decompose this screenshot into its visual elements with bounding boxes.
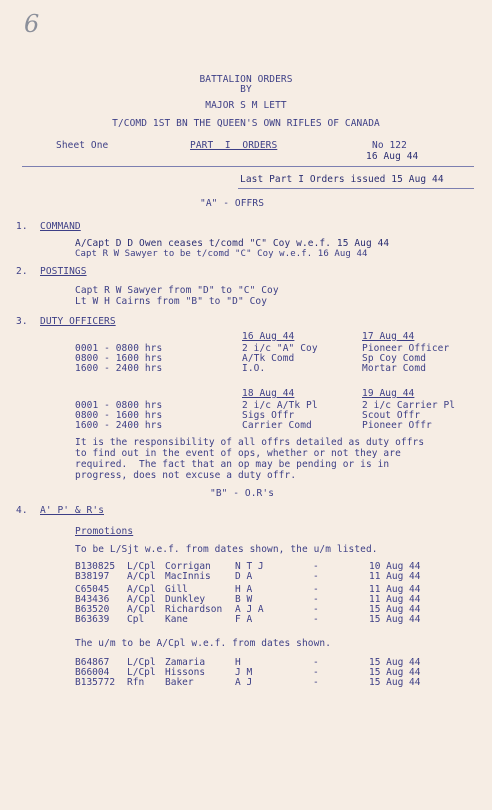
- table-row: [75, 678, 439, 688]
- promotion-no: B66004: [75, 667, 110, 678]
- duty-19-2: Scout Offr: [362, 410, 421, 421]
- promotion-name: MacInnis: [165, 571, 211, 582]
- promotion-no: B64867: [75, 657, 110, 668]
- duty-19-1: 2 i/c Carrier Pl: [362, 400, 456, 411]
- promotion-date: 15 Aug 44: [369, 614, 421, 625]
- duty-date-18: 18 Aug 44: [242, 388, 295, 399]
- section-4-number: 4.: [16, 505, 28, 516]
- part-label: PART I ORDERS: [190, 140, 278, 151]
- duty-date-19: 19 Aug 44: [362, 388, 415, 399]
- promotion-date: 15 Aug 44: [369, 657, 421, 668]
- promotions-table-3: [75, 658, 439, 688]
- section-b-ors: "B" - O.R's: [210, 488, 275, 499]
- promotion-dash: -: [313, 657, 319, 668]
- duty-17-2: Sp Coy Comd: [362, 353, 427, 364]
- duty-para-line-3: required. The fact that an op may be pending or is in: [75, 459, 390, 470]
- table-row: [75, 615, 439, 625]
- duty-17-3: Mortar Comd: [362, 363, 427, 374]
- promotion-name: Dunkley: [165, 594, 206, 605]
- promotion-name: Gill: [165, 584, 188, 595]
- header-by: BY: [240, 84, 252, 95]
- section-1-title: COMMAND: [40, 221, 81, 232]
- header-unit: T/COMD 1ST BN THE QUEEN'S OWN RIFLES OF CANADA: [112, 118, 380, 129]
- promotions-heading: Promotions: [75, 526, 134, 537]
- promotion-rank: L/Cpl: [127, 667, 156, 678]
- promotion-init: A J: [235, 677, 253, 688]
- promotion-dash: -: [313, 677, 319, 688]
- pencil-mark: 6: [24, 10, 40, 38]
- divider-top: [22, 166, 474, 167]
- section-2-title: POSTINGS: [40, 266, 87, 277]
- promotion-no: B43436: [75, 594, 110, 605]
- duty-18-3: Carrier Comd: [242, 420, 312, 431]
- promotion-name: Baker: [165, 677, 194, 688]
- section-a-offrs: "A" - OFFRS: [200, 198, 265, 209]
- promotion-name: Corrigan: [165, 561, 211, 572]
- promotion-init: D A: [235, 571, 253, 582]
- promotion-name: Zamaria: [165, 657, 206, 668]
- promotion-date: 15 Aug 44: [369, 667, 421, 678]
- promotion-no: B130825: [75, 561, 116, 572]
- duty-18-1: 2 i/c A/Tk Pl: [242, 400, 318, 411]
- promotion-init: H A: [235, 584, 253, 595]
- promotion-init: J M: [235, 667, 253, 678]
- promotion-no: B63639: [75, 614, 110, 625]
- duty-para-line-2: to find out in the event of ops, whether or not they are: [75, 448, 401, 459]
- promotions-table-2: [75, 585, 439, 625]
- order-number: No 122: [372, 140, 407, 151]
- duty-time-4: 0001 - 0800 hrs: [75, 400, 163, 411]
- promotion-rank: A/Cpl: [127, 584, 156, 595]
- duty-date-16: 16 Aug 44: [242, 331, 295, 342]
- section-3-title: DUTY OFFICERS: [40, 316, 116, 327]
- promotion-init: F A: [235, 614, 253, 625]
- promotion-date: 11 Aug 44: [369, 584, 421, 595]
- posting-line-1: Capt R W Sawyer from "D" to "C" Coy: [75, 285, 279, 296]
- promotion-rank: L/Cpl: [127, 561, 156, 572]
- section-4-title: A' P' & R's: [40, 505, 105, 516]
- promotion-init: B W: [235, 594, 253, 605]
- promotion-rank: A/Cpl: [127, 594, 156, 605]
- promotions-intro-1: To be L/Sjt w.e.f. from dates shown, the u/m listed.: [75, 544, 378, 555]
- promotion-dash: -: [313, 604, 319, 615]
- promotion-dash: -: [313, 561, 319, 572]
- promotion-init: A J A: [235, 604, 264, 615]
- promotion-name: Kane: [165, 614, 188, 625]
- sheet-label: Sheet One: [56, 140, 109, 151]
- duty-time-6: 1600 - 2400 hrs: [75, 420, 163, 431]
- promotion-no: C65045: [75, 584, 110, 595]
- promotion-date: 15 Aug 44: [369, 604, 421, 615]
- promotion-dash: -: [313, 614, 319, 625]
- promotion-dash: -: [313, 584, 319, 595]
- promotion-date: 11 Aug 44: [369, 594, 421, 605]
- promotion-name: Hissons: [165, 667, 206, 678]
- duty-19-3: Pioneer Offr: [362, 420, 432, 431]
- duty-time-1: 0001 - 0800 hrs: [75, 343, 163, 354]
- promotion-no: B135772: [75, 677, 116, 688]
- duty-17-1: Pioneer Officer: [362, 343, 450, 354]
- promotion-dash: -: [313, 594, 319, 605]
- command-line-2: Capt R W Sawyer to be t/comd "C" Coy w.e.f. 16 Aug 44: [75, 249, 368, 259]
- promotion-date: 10 Aug 44: [369, 561, 421, 572]
- promotion-rank: Rfn: [127, 677, 145, 688]
- promotion-dash: -: [313, 667, 319, 678]
- promotion-init: H: [235, 657, 241, 668]
- duty-date-17: 17 Aug 44: [362, 331, 415, 342]
- section-1-number: 1.: [16, 221, 28, 232]
- last-issued: Last Part I Orders issued 15 Aug 44: [240, 174, 444, 185]
- order-date: 16 Aug 44: [366, 151, 419, 162]
- duty-16-2: A/Tk Comd: [242, 353, 295, 364]
- promotion-rank: L/Cpl: [127, 657, 156, 668]
- section-2-number: 2.: [16, 266, 28, 277]
- table-row: [75, 572, 439, 582]
- section-3-number: 3.: [16, 316, 28, 327]
- promotion-date: 15 Aug 44: [369, 677, 421, 688]
- duty-time-2: 0800 - 1600 hrs: [75, 353, 163, 364]
- command-line-1: A/Capt D D Owen ceases t/comd "C" Coy w.e.f. 15 Aug 44: [75, 238, 390, 249]
- duty-16-1: 2 i/c "A" Coy: [242, 343, 318, 354]
- header-commander: MAJOR S M LETT: [205, 100, 287, 111]
- promotion-rank: A/Cpl: [127, 571, 156, 582]
- duty-16-3: I.O.: [242, 363, 266, 374]
- duty-18-2: Sigs Offr: [242, 410, 295, 421]
- promotion-no: B38197: [75, 571, 110, 582]
- promotion-dash: -: [313, 571, 319, 582]
- promotion-rank: Cpl: [127, 614, 145, 625]
- divider-last: [238, 188, 474, 189]
- duty-time-5: 0800 - 1600 hrs: [75, 410, 163, 421]
- duty-para-line-4: progress, does not excuse a duty offr.: [75, 470, 297, 481]
- promotion-no: B63520: [75, 604, 110, 615]
- promotion-rank: A/Cpl: [127, 604, 156, 615]
- promotion-name: Richardson: [165, 604, 223, 615]
- posting-line-2: Lt W H Cairns from "B" to "D" Coy: [75, 296, 268, 307]
- header-title: BATTALION ORDERS: [199, 74, 293, 85]
- promotions-intro-2: The u/m to be A/Cpl w.e.f. from dates shown.: [75, 638, 332, 649]
- duty-time-3: 1600 - 2400 hrs: [75, 363, 163, 374]
- promotion-date: 11 Aug 44: [369, 571, 421, 582]
- duty-para-line-1: It is the responsibility of all offrs detailed as duty offrs: [75, 437, 425, 448]
- promotions-table-1: [75, 562, 439, 582]
- promotion-init: N T J: [235, 561, 264, 572]
